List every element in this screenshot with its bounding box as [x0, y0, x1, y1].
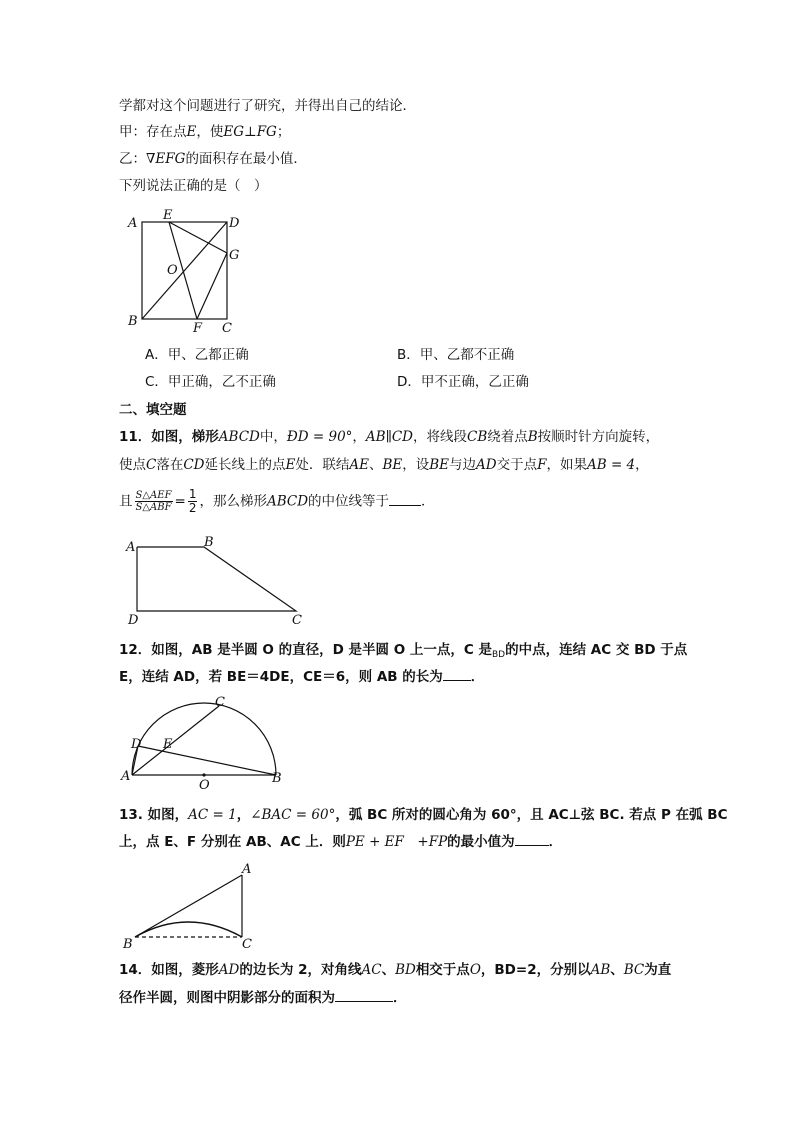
- q13-var: PE + EF +FP: [345, 834, 448, 850]
- q11-var: B: [527, 429, 538, 445]
- segment-bd: [138, 746, 276, 775]
- label-b: B: [204, 535, 214, 550]
- q13-var: AC = 1: [188, 807, 237, 823]
- q14-var: BD: [395, 962, 416, 978]
- answer-blank[interactable]: [389, 505, 421, 506]
- q11-text: ，将线段: [412, 429, 467, 445]
- jia-prefix: 甲：存在点: [119, 124, 187, 140]
- q13-text: 13. 如图，: [119, 807, 189, 823]
- q13-text: 上，点 E、F 分别在 AB、AC 上．则: [119, 834, 346, 850]
- q14-text: ．: [393, 990, 407, 1006]
- q11-var: BE: [382, 457, 403, 473]
- option-c[interactable]: C．甲正确，乙不正确: [145, 374, 276, 390]
- jia-mid: ，使: [196, 124, 224, 140]
- question-prompt: 下列说法正确的是（ ）: [119, 178, 268, 194]
- q13-text: ，弧 BC 所对的圆心角为 60°，且 AC⊥弦 BC. 若点 P 在弧 BC: [335, 807, 728, 823]
- q11-text: 且: [119, 493, 133, 510]
- figure-trapezoid: [124, 536, 314, 626]
- option-a[interactable]: A．甲、乙都正确: [145, 347, 249, 363]
- q14-text: 相交于点: [415, 962, 470, 978]
- fraction-denominator: S△ABF: [135, 502, 172, 513]
- q13-text: ．: [548, 834, 563, 850]
- q11-var: AB = 4: [586, 457, 636, 473]
- semicircle-arc: [132, 703, 276, 775]
- label-c: C: [215, 695, 225, 710]
- label-a: A: [121, 769, 131, 784]
- q11-text: 与边: [449, 457, 477, 473]
- label-f: F: [193, 321, 203, 336]
- q14-line2: [119, 988, 407, 1008]
- label-d: D: [131, 737, 142, 752]
- figure-semicircle: [119, 695, 289, 793]
- q14-text: ，BD=2，分别以: [480, 962, 591, 978]
- q13-line1: [119, 805, 727, 825]
- q14-text: 的边长为 2，对角线: [239, 962, 362, 978]
- q13-text: ，: [236, 807, 251, 823]
- center-point: [202, 773, 205, 776]
- segment-ac: [132, 706, 219, 775]
- option-d[interactable]: D．甲不正确，乙正确: [397, 374, 529, 390]
- jia-end: ；: [276, 124, 291, 140]
- label-e: E: [163, 737, 173, 752]
- q11-text: ，如果: [546, 457, 587, 473]
- equals-sign: =: [174, 493, 186, 510]
- q12-line1: [119, 640, 687, 665]
- yi-prefix: 乙：: [119, 151, 146, 167]
- q11-var: CB: [466, 429, 488, 445]
- label-c: C: [292, 613, 302, 628]
- q11-text: 11．如图，梯形: [119, 429, 219, 445]
- q12-text: 12．如图，AB 是半圆 O 的直径，D 是半圆 O 上一点，C 是: [119, 642, 492, 658]
- q11-text: ，: [352, 429, 366, 445]
- q11-text: ，设: [402, 457, 430, 473]
- segment-eg: [169, 222, 227, 253]
- q11-line2: [119, 455, 649, 475]
- q11-text: 处．联结: [295, 457, 350, 473]
- trapezoid-outline: [137, 547, 296, 611]
- q11-text: 延长线上的点: [204, 457, 286, 473]
- label-b: B: [272, 771, 282, 786]
- label-g: G: [229, 248, 240, 263]
- label-d: D: [128, 613, 139, 628]
- section-title: 二、填空题: [119, 402, 187, 418]
- label-b: B: [128, 314, 138, 329]
- answer-blank[interactable]: [335, 1001, 393, 1002]
- answer-blank[interactable]: [443, 680, 471, 681]
- q11-text: 绕着点: [487, 429, 528, 445]
- q11-var: ABCD: [218, 429, 260, 445]
- q11-text: 中，: [259, 429, 287, 445]
- label-c: C: [242, 937, 252, 952]
- q14-var: O: [469, 962, 481, 978]
- q11-text: 交于点: [496, 457, 538, 473]
- q11-text: ，: [635, 457, 649, 473]
- figure-square: [125, 208, 245, 336]
- q11-text: 的中位线等于: [308, 493, 390, 510]
- q12-text: E，连结 AD，若 BE＝4DE，CE＝6，则 AB 的长为: [119, 669, 443, 685]
- half-fraction: [188, 488, 198, 515]
- label-a: A: [128, 216, 138, 231]
- q12-text: 的中点，连结 AC 交 BD 于点: [505, 642, 688, 658]
- q11-var: E: [285, 457, 296, 473]
- yi-end: 的面积存在最小值．: [185, 151, 307, 167]
- q14-var: AD: [218, 962, 240, 978]
- q14-line1: [119, 960, 671, 980]
- q13-text: 的最小值为: [447, 834, 515, 850]
- q11-line3: [119, 488, 435, 515]
- area-ratio-fraction: [135, 490, 173, 513]
- q11-text: 落在: [156, 457, 184, 473]
- q11-var: ABCD: [266, 493, 309, 510]
- q14-text: 、: [381, 962, 396, 978]
- q14-var: BC: [623, 962, 645, 978]
- q14-text: 、: [610, 962, 624, 978]
- fraction-numerator: S△AEF: [135, 490, 172, 501]
- label-b: B: [123, 937, 133, 952]
- q13-var: ∠BAC = 60°: [250, 807, 336, 823]
- option-b[interactable]: B．甲、乙都不正确: [397, 347, 515, 363]
- q14-var: AB: [590, 962, 611, 978]
- q11-text: ，那么梯形: [199, 493, 267, 510]
- q12-line2: [119, 667, 484, 687]
- segment-ab: [135, 875, 242, 937]
- answer-blank[interactable]: [515, 845, 549, 846]
- label-o: O: [167, 263, 178, 278]
- q13-line2: [119, 832, 562, 852]
- q12-text: ．: [470, 669, 485, 685]
- label-e: E: [163, 208, 173, 223]
- arc-bd-label: BD: [492, 650, 506, 660]
- fraction-denominator: 2: [188, 501, 197, 515]
- diagonal-bd: [142, 222, 227, 319]
- q11-line1: [119, 427, 659, 447]
- q11-text: 使点: [119, 457, 146, 473]
- jia-expression: EG⊥FG: [223, 124, 277, 140]
- statement-jia: [119, 122, 290, 142]
- q11-text: 、: [368, 457, 383, 473]
- fraction-numerator: 1: [188, 487, 197, 501]
- intro-line: 学都对这个问题进行了研究，并得出自己的结论．: [119, 98, 416, 114]
- label-c: C: [222, 321, 232, 336]
- q11-var: AE: [349, 457, 369, 473]
- label-d: D: [229, 216, 240, 231]
- q14-text: 14．如图，菱形: [119, 962, 219, 978]
- arc-bc: [135, 922, 242, 937]
- label-a: A: [126, 540, 136, 555]
- q11-text: 按顺时针方向旋转，: [537, 429, 660, 445]
- statement-yi: [119, 149, 307, 169]
- q11-var: C: [146, 457, 157, 473]
- label-o: O: [199, 778, 210, 793]
- figure-arc-triangle: [118, 862, 268, 952]
- q11-text: ．: [421, 493, 435, 510]
- label-a: A: [242, 862, 252, 877]
- q11-var: F: [537, 457, 547, 473]
- q11-var: ÐD = 90°: [286, 429, 353, 445]
- yi-expression: ∇EFG: [146, 151, 186, 167]
- q11-var: CD: [183, 457, 205, 473]
- q11-var: AB∥CD: [365, 429, 413, 445]
- q14-text: 径作半圆，则图中阴影部分的面积为: [119, 990, 335, 1006]
- q14-var: AC: [361, 962, 382, 978]
- q14-text: 为直: [644, 962, 672, 978]
- q11-var: BE: [429, 457, 450, 473]
- segment-fg: [197, 253, 227, 319]
- jia-point-e: E: [186, 124, 197, 140]
- q11-var: AD: [476, 457, 497, 473]
